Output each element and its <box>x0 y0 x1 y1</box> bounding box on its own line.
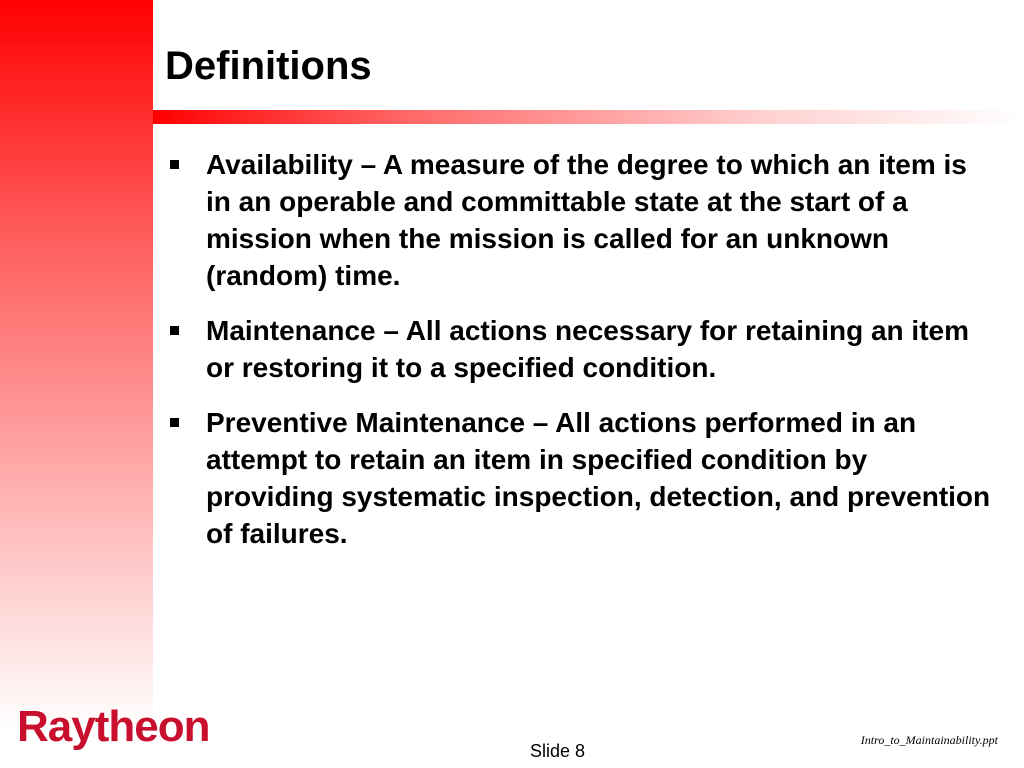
title-underline-bar <box>153 110 1024 124</box>
bullet-availability <box>168 146 998 294</box>
square-bullet-icon <box>170 326 179 335</box>
raytheon-logo: Raytheon <box>17 702 210 751</box>
bullet-text: Maintenance – All actions necessary for retaining an item or restoring it to a specified condition. <box>206 315 969 383</box>
bullet-list <box>168 146 998 570</box>
square-bullet-icon <box>170 418 179 427</box>
left-gradient-band <box>0 0 153 768</box>
bullet-maintenance <box>168 312 998 386</box>
file-name-label: Intro_to_Maintainability.ppt <box>860 733 998 747</box>
slide-title: Definitions <box>165 44 372 88</box>
square-bullet-icon <box>170 160 179 169</box>
bullet-preventive-maintenance <box>168 404 998 552</box>
bullet-text: Availability – A measure of the degree to which an item is in an operable and committable state at the start of a mission when the mission is called for an unknown (random) time. <box>206 149 967 291</box>
slide-number: Slide 8 <box>530 741 586 761</box>
bullet-text: Preventive Maintenance – All actions performed in an attempt to retain an item in specified condition by providing systematic inspection, detection, and prevention of failures. <box>206 407 991 549</box>
